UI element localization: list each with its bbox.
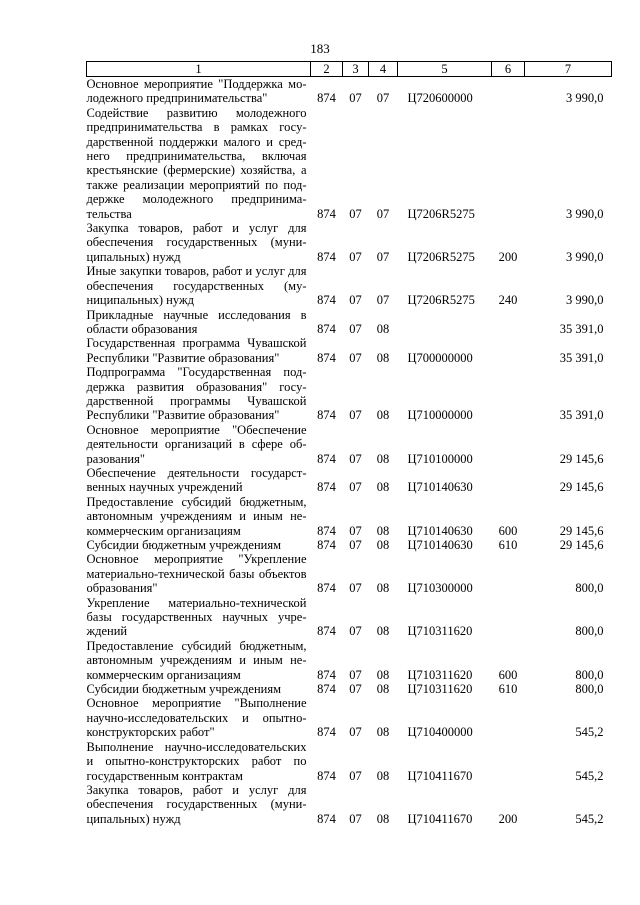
amount-cell: 35 391,0 — [559, 350, 604, 365]
subsection-code-cell: 08 — [376, 480, 390, 495]
expense-type-code-cell: 600 — [498, 523, 518, 538]
section-code-cell: 07 — [349, 581, 362, 596]
subsection-code-cell: 07 — [376, 249, 390, 264]
table-row — [87, 221, 612, 264]
expense-type-code-cell: 610 — [498, 538, 518, 552]
item-name-cell: Укрепление материально-технической базы государственных научных учреждений — [86, 595, 307, 639]
item-name-cell: Субсидии бюджетным учреждениям — [86, 538, 282, 552]
table-row — [87, 696, 612, 739]
amount-cell: 35 391,0 — [559, 321, 604, 336]
subsection-code-cell: 08 — [376, 624, 390, 639]
table-row — [87, 740, 612, 783]
table-row — [87, 365, 612, 423]
ministry-code-cell: 874 — [317, 408, 336, 423]
table-row — [87, 538, 612, 552]
section-code-cell: 07 — [349, 768, 362, 783]
expense-type-code-cell: 240 — [498, 293, 518, 308]
section-code-cell: 07 — [349, 682, 362, 697]
table-row — [87, 495, 612, 538]
amount-cell: 3 990,0 — [566, 249, 604, 264]
amount-cell: 800,0 — [575, 667, 604, 682]
subsection-code-cell: 08 — [376, 350, 390, 365]
target-article-code-cell: Ц710300000 — [407, 581, 473, 596]
ministry-code-cell: 874 — [317, 725, 336, 740]
page-number: 183 — [310, 41, 330, 56]
ministry-code-cell: 874 — [317, 293, 336, 308]
ministry-code-cell: 874 — [317, 667, 336, 682]
column-header: 6 — [492, 62, 525, 77]
target-article-code-cell: Ц710311620 — [407, 667, 473, 682]
expense-type-code-cell — [492, 740, 525, 783]
ministry-code-cell: 874 — [317, 538, 336, 552]
target-article-code-cell: Ц710000000 — [407, 408, 473, 423]
subsection-code-cell: 08 — [376, 667, 390, 682]
section-code-cell: 07 — [349, 293, 362, 308]
subsection-code-cell: 08 — [376, 725, 390, 740]
ministry-code-cell: 874 — [317, 91, 336, 106]
subsection-code-cell: 08 — [376, 811, 390, 826]
item-name-cell: Основное мероприятие "Выполнение научно-исследовательских и опытно-конструкторских работ" — [86, 696, 307, 740]
expense-type-code-cell — [492, 552, 525, 595]
table-header-row — [87, 62, 612, 77]
section-code-cell: 07 — [349, 91, 362, 106]
target-article-code-cell: Ц710400000 — [407, 725, 473, 740]
subsection-code-cell: 07 — [376, 206, 390, 221]
item-name-cell: Основное мероприятие "Обеспечение деятельности организаций в сфере образования" — [86, 422, 307, 466]
expense-type-code-cell — [492, 336, 525, 365]
table-row — [87, 639, 612, 682]
section-code-cell: 07 — [349, 725, 362, 740]
amount-cell: 29 145,6 — [559, 480, 604, 495]
amount-cell: 800,0 — [575, 682, 604, 697]
item-name-cell: Субсидии бюджетным учреждениям — [86, 682, 282, 697]
table-row — [87, 336, 612, 365]
amount-cell: 545,2 — [575, 725, 604, 740]
ministry-code-cell: 874 — [317, 811, 336, 826]
section-code-cell: 07 — [349, 249, 362, 264]
budget-table — [86, 61, 612, 826]
table-row — [87, 77, 612, 106]
amount-cell: 29 145,6 — [559, 451, 604, 466]
target-article-code-cell: Ц710140630 — [407, 538, 473, 552]
target-article-code-cell: Ц710311620 — [407, 624, 473, 639]
subsection-code-cell: 07 — [376, 293, 390, 308]
amount-cell: 545,2 — [575, 811, 604, 826]
expense-type-code-cell: 610 — [498, 682, 518, 697]
target-article-code-cell: Ц700000000 — [407, 350, 473, 365]
ministry-code-cell: 874 — [317, 682, 336, 697]
section-code-cell: 07 — [349, 451, 362, 466]
table-row — [87, 466, 612, 495]
ministry-code-cell: 874 — [317, 768, 336, 783]
table-row — [87, 106, 612, 221]
ministry-code-cell: 874 — [317, 523, 336, 538]
item-name-cell: Закупка товаров, работ и услуг для обеспечения государственных (муниципальных) нужд — [86, 782, 307, 826]
item-name-cell: Обеспечение деятельности государственных научных учреждений — [86, 465, 307, 495]
column-header: 3 — [343, 62, 369, 77]
amount-cell: 800,0 — [575, 581, 604, 596]
table-row — [87, 783, 612, 826]
section-code-cell: 07 — [349, 206, 362, 221]
table-row — [87, 264, 612, 307]
expense-type-code-cell: 200 — [498, 811, 518, 826]
ministry-code-cell: 874 — [317, 451, 336, 466]
target-article-code-cell: Ц710140630 — [407, 523, 473, 538]
target-article-code-cell: Ц7206R5275 — [407, 206, 475, 221]
section-code-cell: 07 — [349, 480, 362, 495]
item-name-cell: Государственная программа Чувашской Республики "Развитие образования" — [86, 336, 307, 365]
section-code-cell: 07 — [349, 811, 362, 826]
section-code-cell: 07 — [349, 624, 362, 639]
amount-cell: 29 145,6 — [559, 523, 604, 538]
column-header: 4 — [369, 62, 398, 77]
amount-cell: 545,2 — [575, 768, 604, 783]
column-header: 7 — [525, 62, 612, 77]
item-name-cell: Предоставление субсидий бюджетным, автономным учреждениям и иным некоммерческим организациям — [86, 638, 307, 682]
expense-type-code-cell — [492, 696, 525, 739]
ministry-code-cell: 874 — [317, 480, 336, 495]
expense-type-code-cell — [492, 308, 525, 337]
target-article-code-cell: Ц710140630 — [407, 480, 473, 495]
subsection-code-cell: 08 — [376, 538, 390, 552]
target-article-code-cell — [398, 308, 492, 337]
section-code-cell: 07 — [349, 538, 362, 552]
amount-cell: 3 990,0 — [566, 91, 604, 106]
item-name-cell: Основное мероприятие "Поддержка молодежного предпринимательства" — [86, 77, 307, 106]
amount-cell: 35 391,0 — [559, 408, 604, 423]
subsection-code-cell: 08 — [376, 523, 390, 538]
subsection-code-cell: 08 — [376, 682, 390, 697]
expense-type-code-cell — [492, 365, 525, 423]
target-article-code-cell: Ц710411670 — [407, 811, 473, 826]
section-code-cell: 07 — [349, 523, 362, 538]
subsection-code-cell: 08 — [376, 451, 390, 466]
target-article-code-cell: Ц710100000 — [407, 451, 473, 466]
item-name-cell: Подпрограмма "Государственная поддержка развития образования" государственной программы Чувашской Республики "Развитие образования" — [86, 365, 307, 423]
column-header: 2 — [311, 62, 343, 77]
expense-type-code-cell — [492, 466, 525, 495]
ministry-code-cell: 874 — [317, 249, 336, 264]
target-article-code-cell: Ц710311620 — [407, 682, 473, 697]
amount-cell: 3 990,0 — [566, 206, 604, 221]
table-row — [87, 596, 612, 639]
amount-cell: 3 990,0 — [566, 293, 604, 308]
column-header: 1 — [87, 62, 311, 77]
ministry-code-cell: 874 — [317, 581, 336, 596]
target-article-code-cell: Ц720600000 — [407, 91, 473, 106]
table-row — [87, 423, 612, 466]
item-name-cell: Основное мероприятие "Укрепление материально-технической базы объектов образования" — [86, 552, 307, 596]
section-code-cell: 07 — [349, 667, 362, 682]
amount-cell: 29 145,6 — [559, 538, 604, 552]
ministry-code-cell: 874 — [317, 350, 336, 365]
section-code-cell: 07 — [349, 408, 362, 423]
ministry-code-cell: 874 — [317, 206, 336, 221]
target-article-code-cell: Ц7206R5275 — [407, 293, 475, 308]
subsection-code-cell: 08 — [376, 581, 390, 596]
expense-type-code-cell: 600 — [498, 667, 518, 682]
table-row — [87, 308, 612, 337]
target-article-code-cell: Ц7206R5275 — [407, 249, 475, 264]
expense-type-code-cell — [492, 596, 525, 639]
expense-type-code-cell — [492, 423, 525, 466]
item-name-cell: Прикладные научные исследования в области образования — [86, 307, 307, 336]
expense-type-code-cell — [492, 106, 525, 221]
expense-type-code-cell — [492, 77, 525, 106]
section-code-cell: 07 — [349, 321, 362, 336]
subsection-code-cell: 08 — [376, 768, 390, 783]
ministry-code-cell: 874 — [317, 624, 336, 639]
item-name-cell: Закупка товаров, работ и услуг для обеспечения государственных (муниципальных) нужд — [86, 221, 307, 264]
ministry-code-cell: 874 — [317, 321, 336, 336]
item-name-cell: Предоставление субсидий бюджетным, автономным учреждениям и иным некоммерческим организациям — [86, 494, 307, 538]
subsection-code-cell: 08 — [376, 408, 390, 423]
table-row — [87, 682, 612, 696]
table-row — [87, 552, 612, 595]
target-article-code-cell: Ц710411670 — [407, 768, 473, 783]
section-code-cell: 07 — [349, 350, 362, 365]
item-name-cell: Содействие развитию молодежного предпринимательства в рамках государственной поддержки малого и среднего предпринимательства, включая крестьянские (фермерские) хозяйства, а также реализации мероприятий по поддержке молодежного предпринимательства — [86, 105, 307, 221]
item-name-cell: Иные закупки товаров, работ и услуг для обеспечения государственных (муниципальных) нужд — [86, 264, 307, 308]
subsection-code-cell: 08 — [376, 321, 390, 336]
amount-cell: 800,0 — [575, 624, 604, 639]
item-name-cell: Выполнение научно-исследовательских и опытно-конструкторских работ по государственным контрактам — [86, 739, 307, 783]
column-header: 5 — [398, 62, 492, 77]
subsection-code-cell: 07 — [376, 91, 390, 106]
expense-type-code-cell: 200 — [498, 249, 518, 264]
